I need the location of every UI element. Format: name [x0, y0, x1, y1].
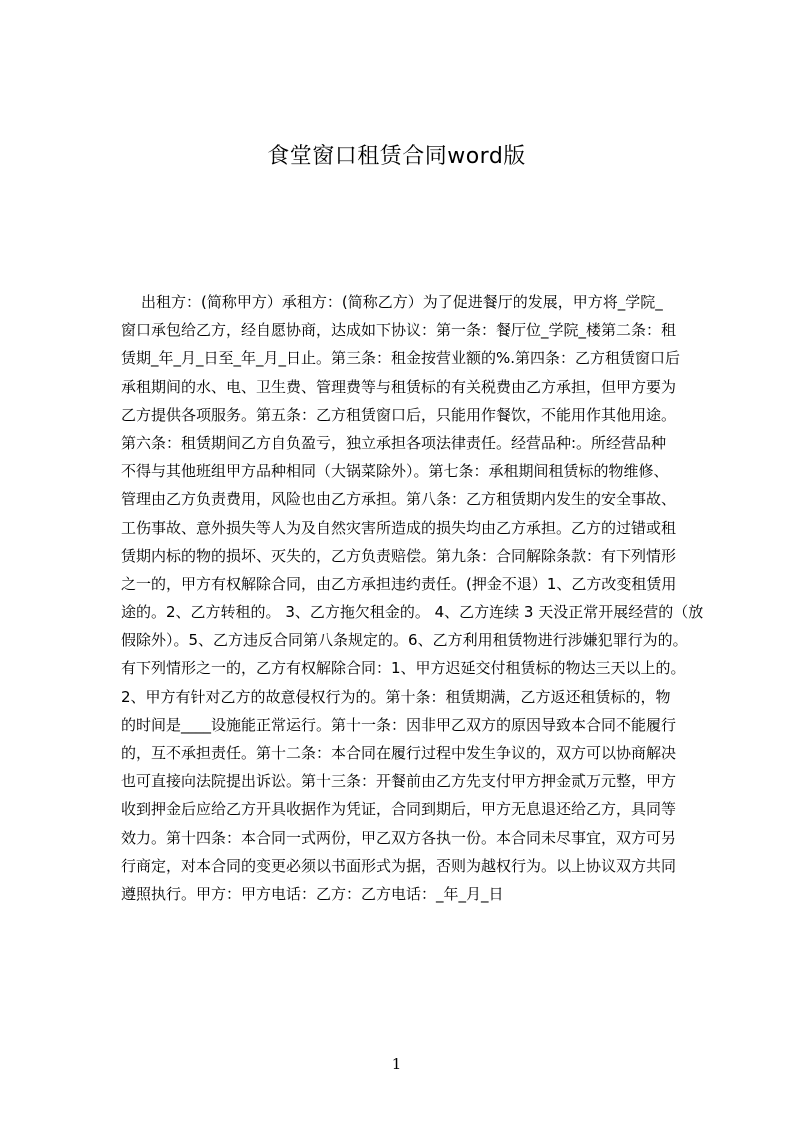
body-line: 承租期间的水、电、卫生费、管理费等与租赁标的有关税费由乙方承担，但甲方要为	[121, 377, 677, 396]
body-line: 的，互不承担责任。第十二条：本合同在履行过程中发生争议的，双方可以协商解决	[121, 744, 677, 762]
page-number: 1	[391, 1055, 402, 1073]
body-line: 窗口承包给乙方，经自愿协商，达成如下协议：第一条：餐厅位_学院_楼第二条：租	[121, 321, 677, 340]
body-line: 行商定，对本合同的变更必须以书面形式为据，否则为越权行为。以上协议双方共同	[121, 856, 677, 875]
body-line: 管理由乙方负责费用，风险也由乙方承担。第八条：乙方租赁期内发生的安全事故、	[121, 490, 677, 509]
body-line: 途的。2、乙方转租的。 3、乙方拖欠租金的。 4、乙方连续 3 天没正常开展经营的（放	[121, 603, 704, 622]
body-line: 有下列情形之一的，乙方有权解除合同：1、甲方迟延交付租赁标的物达三天以上的。	[121, 659, 686, 678]
body-line: 赁期_年_月_日至_年_月_日止。第三条：租金按营业额的%.第四条：乙方租赁窗口后	[121, 349, 681, 368]
body-line: 第六条：租赁期间乙方自负盈亏，独立承担各项法律责任。经营品种:。所经营品种	[121, 433, 667, 452]
page-title: 食堂窗口租赁合同word版	[267, 144, 526, 169]
body-line: 出租方：(简称甲方）承租方：(简称乙方）为了促进餐厅的发展，甲方将_学院_	[141, 293, 663, 311]
body-line: 乙方提供各项服务。第五条：乙方租赁窗口后，只能用作餐饮，不能用作其他用途。	[121, 405, 677, 424]
body-line: 也可直接向法院提出诉讼。第十三条：开餐前由乙方先支付甲方押金贰万元整，甲方	[121, 772, 677, 791]
body-line: 收到押金后应给乙方开具收据作为凭证，合同到期后，甲方无息退还给乙方，具同等	[121, 800, 677, 819]
body-line: 工伤事故、意外损失等人为及自然灾害所造成的损失均由乙方承担。乙方的过错或租	[121, 518, 677, 537]
body-line: 赁期内标的物的损坏、灭失的，乙方负责赔偿。第九条：合同解除条款：有下列情形	[121, 546, 677, 565]
body-line: 效力。第十四条：本合同一式两份，甲乙双方各执一份。本合同未尽事宜，双方可另	[121, 828, 677, 847]
body-line: 不得与其他班组甲方品种相同（大锅菜除外）。第七条：承租期间租赁标的物维修、	[121, 462, 669, 481]
body-line: 的时间是____设施能正常运行。第十一条：因非甲乙双方的原因导致本合同不能履行	[121, 715, 677, 734]
body-line: 遵照执行。甲方：甲方电话：乙方：乙方电话：_年_月_日	[121, 884, 504, 903]
body-line: 之一的，甲方有权解除合同，由乙方承担违约责任。(押金不退）1、乙方改变租赁用	[121, 574, 677, 593]
body-line: 假除外）。5、乙方违反合同第八条规定的。6、乙方利用租赁物进行涉嫌犯罪行为的。	[121, 631, 688, 650]
body-line: 2、甲方有针对乙方的故意侵权行为的。第十条：租赁期满，乙方返还租赁标的，物	[121, 687, 671, 706]
contract-body	[121, 288, 704, 903]
